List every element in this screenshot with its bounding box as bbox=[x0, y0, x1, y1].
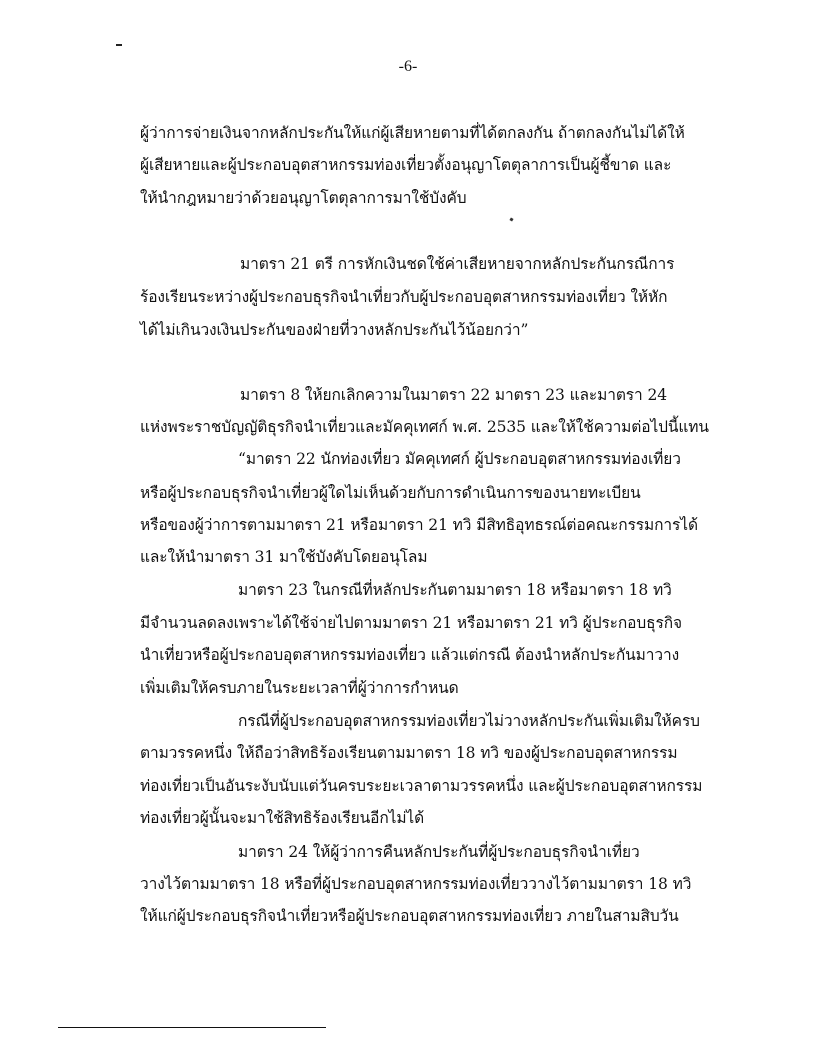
paragraph-line: ท่องเที่ยวผู้นั้นจะมาใช้สิทธิร้องเรียนอีกไม่ได้ bbox=[140, 809, 425, 827]
paragraph-line: กรณีที่ผู้ประกอบอุตสาหกรรมท่องเที่ยวไม่วางหลักประกันเพิ่มเติมให้ครบ bbox=[238, 712, 700, 730]
stray-mark bbox=[509, 217, 513, 221]
paragraph-line: มีจำนวนลดลงเพราะได้ใช้จ่ายไปตามมาตรา 21 หรือมาตรา 21 ทวิ ผู้ประกอบธุรกิจ bbox=[140, 614, 682, 632]
paragraph-line: นำเที่ยวหรือผู้ประกอบอุตสาหกรรมท่องเที่ยว แล้วแต่กรณี ต้องนำหลักประกันมาวาง bbox=[140, 646, 680, 664]
page-number: -6- bbox=[398, 58, 418, 75]
paragraph-line: ผู้ว่าการจ่ายเงินจากหลักประกันให้แก่ผู้เสียหายตามที่ได้ตกลงกัน ถ้าตกลงกันไม่ได้ให้ bbox=[140, 124, 685, 142]
section-heading-line: มาตรา 23 ในกรณีที่หลักประกันตามมาตรา 18 หรือมาตรา 18 ทวิ bbox=[238, 581, 672, 599]
paragraph-line: ผู้เสียหายและผู้ประกอบอุตสาหกรรมท่องเที่ยวตั้งอนุญาโตตุลาการเป็นผู้ชี้ขาด และ bbox=[140, 156, 672, 174]
scan-mark bbox=[116, 44, 122, 46]
paragraph-line: ให้แก่ผู้ประกอบธุรกิจนำเที่ยวหรือผู้ประกอบอุตสาหกรรมท่องเที่ยว ภายในสามสิบวัน bbox=[140, 907, 679, 925]
footnote-rule bbox=[58, 1027, 326, 1028]
paragraph-line: ร้องเรียนระหว่างผู้ประกอบธุรกิจนำเที่ยวกับผู้ประกอบอุตสาหกรรมท่องเที่ยว ให้หัก bbox=[140, 288, 668, 306]
paragraph-line: แห่งพระราชบัญญัติธุรกิจนำเที่ยวและมัคคุเทศก์ พ.ศ. 2535 และให้ใช้ความต่อไปนี้แทน bbox=[140, 418, 709, 436]
section-heading-line: มาตรา 8 ให้ยกเลิกความในมาตรา 22 มาตรา 23 และมาตรา 24 bbox=[240, 386, 667, 404]
section-heading-line: “มาตรา 22 นักท่องเที่ยว มัคคุเทศก์ ผู้ประกอบอุตสาหกรรมท่องเที่ยว bbox=[238, 450, 681, 468]
paragraph-line: หรือผู้ประกอบธุรกิจนำเที่ยวผู้ใดไม่เห็นด้วยกับการดำเนินการของนายทะเบียน bbox=[140, 484, 641, 502]
paragraph-line: ตามวรรคหนึ่ง ให้ถือว่าสิทธิร้องเรียนตามมาตรา 18 ทวิ ของผู้ประกอบอุตสาหกรรม bbox=[140, 744, 678, 762]
section-heading-line: มาตรา 24 ให้ผู้ว่าการคืนหลักประกันที่ผู้ประกอบธุรกิจนำเที่ยว bbox=[238, 843, 640, 861]
paragraph-line: วางไว้ตามมาตรา 18 หรือที่ผู้ประกอบอุตสาหกรรมท่องเที่ยววางไว้ตามมาตรา 18 ทวิ bbox=[140, 875, 692, 893]
paragraph-line: เพิ่มเติมให้ครบภายในระยะเวลาที่ผู้ว่าการกำหนด bbox=[140, 679, 459, 697]
paragraph-line: หรือของผู้ว่าการตามมาตรา 21 หรือมาตรา 21 ทวิ มีสิทธิอุทธรณ์ต่อคณะกรรมการได้ bbox=[140, 516, 698, 534]
paragraph-line: ท่องเที่ยวเป็นอันระงับนับแต่วันครบระยะเวลาตามวรรคหนึ่ง และผู้ประกอบอุตสาหกรรม bbox=[140, 777, 703, 795]
paragraph-line: และให้นำมาตรา 31 มาใช้บังคับโดยอนุโลม bbox=[140, 548, 428, 566]
paragraph-line: ได้ไม่เกินวงเงินประกันของฝ่ายที่วางหลักประกันไว้น้อยกว่า” bbox=[140, 321, 529, 339]
section-heading-line: มาตรา 21 ตรี การหักเงินชดใช้ค่าเสียหายจากหลักประกันกรณีการ bbox=[240, 255, 675, 273]
paragraph-line: ให้นำกฎหมายว่าด้วยอนุญาโตตุลาการมาใช้บังคับ bbox=[140, 189, 467, 207]
